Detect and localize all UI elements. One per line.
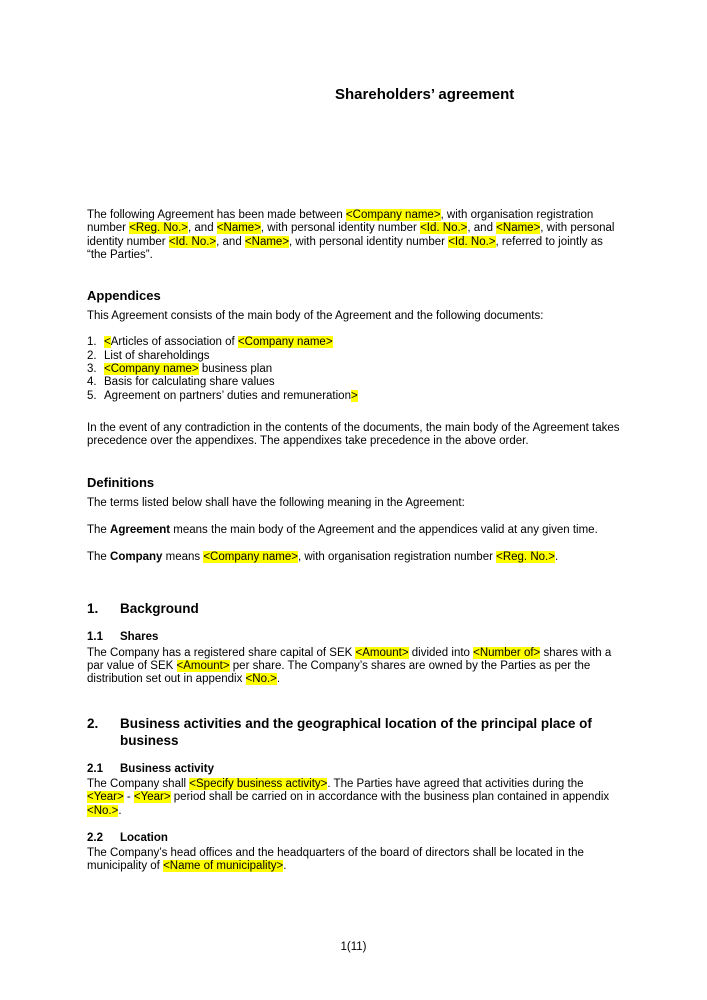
- text-segment: .: [118, 804, 122, 817]
- placeholder-highlight: <Amount>: [176, 660, 230, 673]
- placeholder-highlight: <Name>: [496, 222, 541, 235]
- text-segment: List of shareholdings: [104, 349, 210, 362]
- appendices-lead: This Agreement consists of the main body of the Agreement and the following documents:: [87, 310, 544, 323]
- list-item-number: 5.: [87, 389, 97, 402]
- list-item-number: 1.: [87, 336, 97, 349]
- subsection-number: 2.1: [87, 762, 103, 775]
- appendix-list: [87, 336, 620, 402]
- placeholder-highlight: <Id. No.>: [448, 235, 496, 248]
- definitions-lead: The terms listed below shall have the following meaning in the Agreement:: [87, 496, 465, 509]
- text-segment: . The Parties have agreed that activities during the: [327, 777, 584, 790]
- list-item-text: [104, 376, 275, 389]
- appendices-heading: Appendices: [87, 288, 161, 304]
- text-segment: means the main body of the Agreement and the appendices valid at any given time.: [170, 523, 598, 536]
- text-segment: , with personal identity number: [289, 235, 449, 248]
- text-segment: Articles of association of: [110, 336, 238, 349]
- section-title: Background: [120, 601, 199, 617]
- text-segment: The Company shall: [87, 777, 190, 790]
- list-item-number: 3.: [87, 363, 97, 376]
- placeholder-highlight: <: [104, 336, 111, 349]
- text-segment: divided into: [408, 646, 474, 659]
- placeholder-highlight: <Id. No.>: [420, 222, 468, 235]
- document-title: Shareholders’ agreement: [335, 86, 515, 103]
- text-segment: , and: [188, 222, 217, 235]
- intro-paragraph: [87, 209, 620, 262]
- placeholder-highlight: <Specify business activity>: [189, 777, 328, 790]
- business-activity-paragraph: [87, 778, 620, 818]
- location-paragraph: [87, 847, 620, 874]
- subsection-title: Business activity: [120, 762, 214, 775]
- appendices-note: In the event of any contradiction in the contents of the documents, the main body of the Agreement takes precedence over the appendixes. The appendixes take precedence in the above order.: [87, 421, 620, 448]
- placeholder-highlight: <Company name>: [203, 551, 298, 564]
- shares-paragraph: [87, 647, 620, 687]
- placeholder-highlight: <No.>: [245, 673, 277, 686]
- placeholder-highlight: <Id. No.>: [168, 235, 217, 248]
- text-segment: .: [283, 860, 287, 873]
- subsection-heading-shares: [87, 631, 620, 644]
- appendix-list-item: [87, 376, 620, 389]
- definition-company: [87, 551, 620, 564]
- text-segment: .: [554, 551, 559, 564]
- section-number: 2.: [87, 715, 99, 731]
- bold-term: Company: [110, 551, 163, 564]
- text-segment: , with organisation registration number: [297, 551, 497, 564]
- section-title: Business activities and the geographical location of the principal place of business: [120, 715, 592, 748]
- section-heading-background: [87, 600, 620, 617]
- text-segment: The following Agreement has been made between: [87, 209, 346, 221]
- text-segment: means: [162, 551, 204, 564]
- text-segment: period shall be carried on in accordance with the business plan contained in appendix: [170, 791, 610, 804]
- placeholder-highlight: <Name>: [244, 235, 290, 248]
- page-number: 1(11): [340, 941, 367, 953]
- placeholder-highlight: <No.>: [87, 804, 119, 817]
- text-segment: .: [276, 673, 281, 686]
- placeholder-highlight: <Year>: [87, 791, 124, 804]
- definitions-heading: Definitions: [87, 474, 155, 490]
- text-segment: , and: [467, 222, 497, 235]
- text-segment: The Company’s head offices and the headquarters of the board of directors shall be located in the municipality of: [87, 847, 584, 873]
- placeholder-highlight: <Reg. No.>: [129, 222, 189, 235]
- list-item-text: [104, 350, 209, 363]
- text-segment: per share. The Company’s shares are owned by the Parties as per the distribution set out in appendix: [87, 660, 591, 686]
- definition-agreement: [87, 524, 620, 537]
- bold-term: Agreement: [110, 523, 171, 536]
- text-segment: , with organisation registration number: [87, 209, 594, 235]
- list-item-number: 4.: [87, 376, 97, 389]
- placeholder-highlight: <Company name>: [345, 209, 441, 221]
- subsection-heading-location: [87, 832, 620, 845]
- placeholder-highlight: <Number of>: [473, 646, 541, 659]
- text-segment: Basis for calculating share values: [104, 376, 275, 389]
- text-segment: , with personal identity number: [260, 222, 421, 235]
- subsection-title: Location: [120, 831, 168, 844]
- appendix-list-item: [87, 363, 620, 376]
- placeholder-highlight: <Name of municipality>: [163, 860, 284, 873]
- text-segment: , referred to jointly as “the Parties”.: [87, 235, 603, 261]
- text-segment: The: [87, 523, 111, 536]
- placeholder-highlight: <Company name>: [237, 336, 333, 349]
- text-segment: The Company has a registered share capital of SEK: [87, 646, 356, 659]
- placeholder-highlight: <Year>: [133, 791, 171, 804]
- text-segment: shares with a par value of SEK: [87, 646, 612, 673]
- subsection-number: 2.2: [87, 831, 103, 844]
- text-segment: -: [123, 791, 134, 804]
- list-item-number: 2.: [87, 349, 97, 362]
- text-segment: Agreement on partners’ duties and remuneration: [104, 389, 351, 402]
- appendix-list-item: [87, 350, 620, 363]
- placeholder-highlight: >: [350, 389, 358, 402]
- text-segment: , and: [216, 235, 245, 248]
- text-segment: business plan: [198, 363, 273, 376]
- text-segment: , with personal identity number: [87, 222, 615, 248]
- placeholder-highlight: <Amount>: [355, 646, 409, 659]
- appendix-list-item: [87, 390, 620, 403]
- subsection-title: Shares: [120, 631, 159, 644]
- list-item-text: [104, 390, 358, 403]
- list-item-text: [104, 336, 333, 349]
- placeholder-highlight: <Reg. No.>: [496, 551, 555, 564]
- placeholder-highlight: <Company name>: [104, 363, 199, 376]
- appendix-list-item: [87, 336, 620, 349]
- section-number: 1.: [87, 601, 99, 617]
- section-heading-business-activities: [87, 715, 620, 749]
- subsection-heading-business-activity: [87, 763, 620, 776]
- subsection-number: 1.1: [87, 631, 103, 644]
- placeholder-highlight: <Name>: [216, 222, 261, 235]
- list-item-text: [104, 363, 272, 376]
- text-segment: The: [87, 551, 111, 564]
